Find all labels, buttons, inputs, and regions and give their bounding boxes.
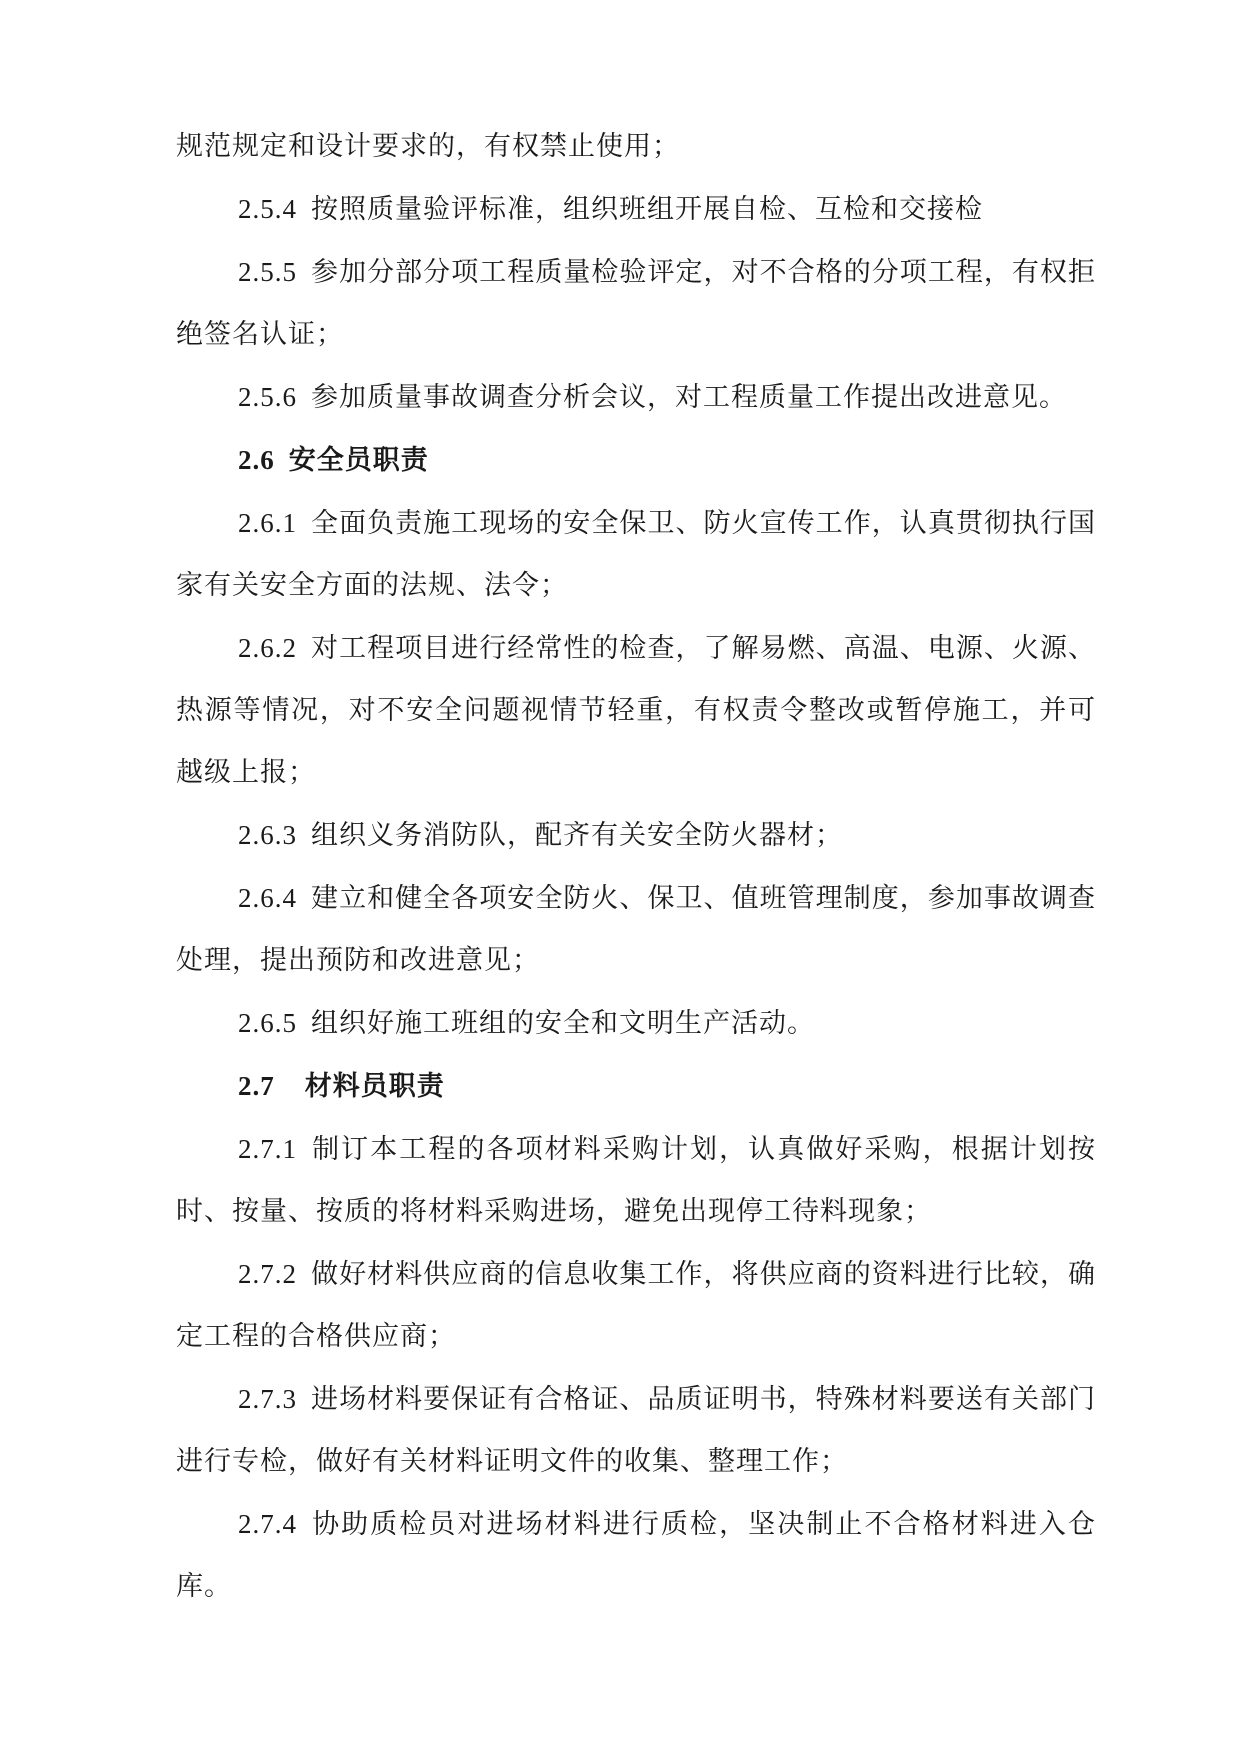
clause-number: 2.5.4	[238, 194, 297, 224]
clause-text: 进场材料要保证有合格证、品质证明书，特殊材料要送有关部门进行专检，做好有关材料证明文件的收集、整理工作；	[176, 1384, 1096, 1477]
clause-2-5-4	[176, 178, 1096, 241]
clause-number: 2.7.3	[238, 1384, 297, 1414]
clause-text: 制订本工程的各项材料采购计划，认真做好采购，根据计划按时、按量、按质的将材料采购进场，避免出现停工待料现象；	[176, 1134, 1096, 1227]
clause-number: 2.6.5	[238, 1008, 297, 1038]
clause-number: 2.6.1	[238, 508, 297, 538]
section-title: 安全员职责	[288, 445, 429, 476]
clause-number: 2.6.3	[238, 820, 297, 850]
section-heading-2-6	[176, 429, 1096, 492]
clause-text: 建立和健全各项安全防火、保卫、值班管理制度，参加事故调查处理，提出预防和改进意见；	[176, 883, 1096, 976]
paragraph-text: 规范规定和设计要求的，有权禁止使用；	[176, 131, 680, 162]
section-number: 2.6	[238, 445, 275, 475]
clause-number: 2.6.4	[238, 883, 297, 913]
section-heading-2-7	[176, 1055, 1096, 1118]
clause-number: 2.6.2	[238, 633, 297, 663]
clause-number: 2.7.2	[238, 1259, 297, 1289]
clause-2-6-1	[176, 492, 1096, 617]
clause-2-5-5	[176, 241, 1096, 366]
clause-text: 全面负责施工现场的安全保卫、防火宣传工作，认真贯彻执行国家有关安全方面的法规、法令；	[176, 508, 1096, 601]
clause-2-5-6	[176, 366, 1096, 429]
clause-text: 组织义务消防队，配齐有关安全防火器材；	[311, 820, 843, 851]
clause-number: 2.7.4	[238, 1509, 297, 1539]
clause-number: 2.7.1	[238, 1134, 297, 1164]
clause-2-6-4	[176, 867, 1096, 992]
clause-number: 2.5.6	[238, 382, 297, 412]
clause-2-6-3	[176, 804, 1096, 867]
clause-text: 参加质量事故调查分析会议，对工程质量工作提出改进意见。	[311, 382, 1067, 413]
section-title: 材料员职责	[304, 1071, 445, 1102]
clause-text: 协助质检员对进场材料进行质检，坚决制止不合格材料进入仓库。	[176, 1509, 1096, 1602]
clause-text: 组织好施工班组的安全和文明生产活动。	[311, 1008, 815, 1039]
clause-text: 做好材料供应商的信息收集工作，将供应商的资料进行比较，确定工程的合格供应商；	[176, 1259, 1096, 1352]
clause-2-7-3	[176, 1368, 1096, 1493]
clause-2-7-1	[176, 1118, 1096, 1243]
clause-2-7-4	[176, 1493, 1096, 1618]
section-number: 2.7	[238, 1071, 275, 1101]
clause-2-7-2	[176, 1243, 1096, 1368]
clause-text: 按照质量验评标准，组织班组开展自检、互检和交接检	[311, 194, 983, 225]
clause-text: 参加分部分项工程质量检验评定，对不合格的分项工程，有权拒绝签名认证；	[176, 257, 1096, 350]
clause-2-6-2	[176, 617, 1096, 804]
document-body	[176, 116, 1096, 1618]
clause-text: 对工程项目进行经常性的检查，了解易燃、高温、电源、火源、热源等情况，对不安全问题视情节轻重，有权责令整改或暂停施工，并可越级上报；	[176, 633, 1096, 788]
clause-number: 2.5.5	[238, 257, 297, 287]
paragraph-continuation	[176, 116, 1096, 178]
clause-2-6-5	[176, 992, 1096, 1055]
